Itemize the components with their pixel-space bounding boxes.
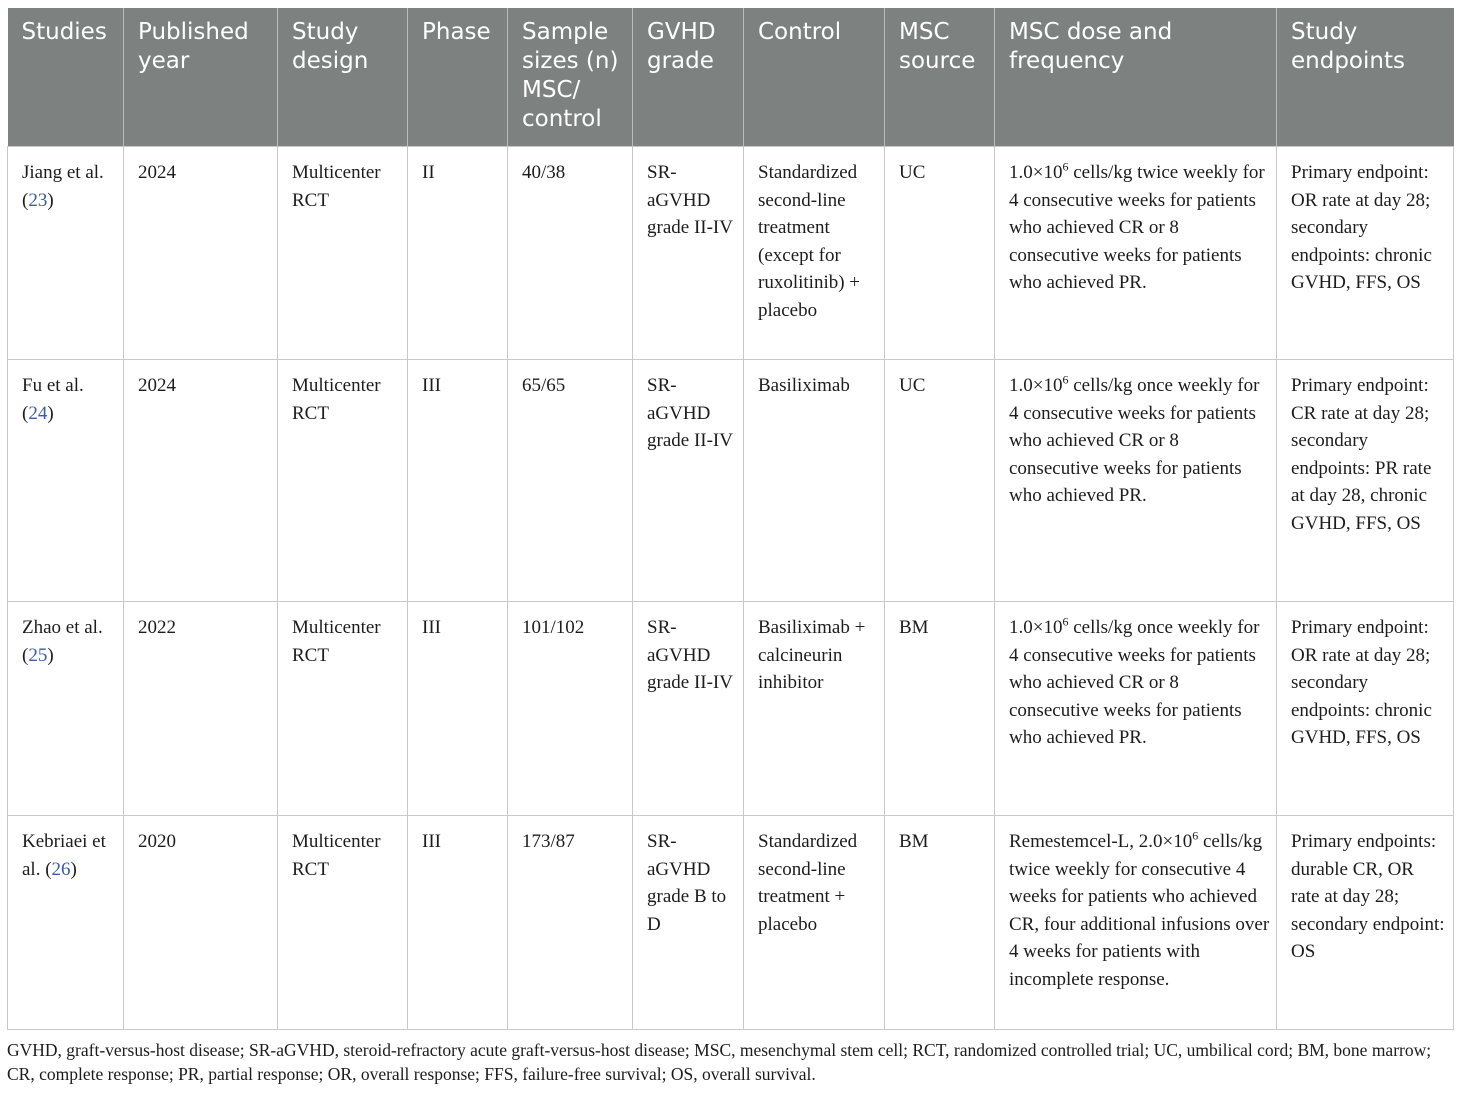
cell-phase: II bbox=[408, 147, 508, 360]
cell-dose bbox=[995, 360, 1277, 602]
cell-grade: SR-aGVHD grade II-IV bbox=[633, 147, 744, 360]
cell-year: 2022 bbox=[124, 602, 278, 816]
cell-design: Multicenter RCT bbox=[278, 360, 408, 602]
reference-link[interactable]: 26 bbox=[51, 858, 71, 880]
cell-dose bbox=[995, 816, 1277, 1030]
dose-prefix: 1.0×10 bbox=[1009, 617, 1063, 638]
cell-design: Multicenter RCT bbox=[278, 816, 408, 1030]
cell-endpoints: Primary endpoint: OR rate at day 28; secondary endpoints: chronic GVHD, FFS, OS bbox=[1277, 147, 1454, 360]
reference-link[interactable]: 23 bbox=[28, 189, 48, 211]
cell-year: 2020 bbox=[124, 816, 278, 1030]
dose-text: cells/kg twice weekly for 4 consecutive weeks for patients who achieved CR or 8 consecutive weeks for patients who achieved PR. bbox=[1009, 162, 1265, 294]
header-studies: Studies bbox=[8, 8, 124, 147]
cell-endpoints: Primary endpoint: CR rate at day 28; secondary endpoints: PR rate at day 28, chronic GVHD, FFS, OS bbox=[1277, 360, 1454, 602]
header-msc-source: MSC source bbox=[885, 8, 995, 147]
table-footnote: GVHD, graft-versus-host disease; SR-aGVHD, steroid-refractory acute graft-versus-host disease; MSC, mesenchymal stem cell; RCT, randomized controlled trial; UC, umbilical cord; BM, bone marrow; CR, complete response; PR, partial response; OR, overall response; FFS, failure-free survival; OS, overall survival. bbox=[7, 1040, 1432, 1084]
cell-study: Jiang et al. (23) bbox=[8, 147, 124, 360]
cell-source: BM bbox=[885, 602, 995, 816]
header-row bbox=[8, 8, 1454, 147]
cell-sample: 40/38 bbox=[508, 147, 633, 360]
study-name: Fu et al. bbox=[22, 375, 84, 396]
reference-link[interactable]: 24 bbox=[28, 402, 48, 424]
cell-year: 2024 bbox=[124, 360, 278, 602]
dose-text: cells/kg once weekly for 4 consecutive weeks for patients who achieved CR or 8 consecutive weeks for patients who achieved PR. bbox=[1009, 617, 1260, 749]
cell-phase: III bbox=[408, 360, 508, 602]
cell-control: Standardized second-line treatment + placebo bbox=[744, 816, 885, 1030]
cell-phase: III bbox=[408, 816, 508, 1030]
dose-prefix: 1.0×10 bbox=[1009, 162, 1063, 183]
cell-grade: SR-aGVHD grade II-IV bbox=[633, 360, 744, 602]
cell-design: Multicenter RCT bbox=[278, 602, 408, 816]
dose-text: cells/kg twice weekly for consecutive 4 weeks for patients who achieved CR, four additional infusions over 4 weeks for patients with incomplete response. bbox=[1009, 831, 1270, 990]
dose-prefix: 1.0×10 bbox=[1009, 375, 1063, 396]
reference-link[interactable]: 25 bbox=[28, 644, 48, 666]
cell-study: Fu et al. (24) bbox=[8, 360, 124, 602]
cell-control: Basiliximab bbox=[744, 360, 885, 602]
cell-sample: 65/65 bbox=[508, 360, 633, 602]
msc-trials-table bbox=[7, 8, 1454, 1030]
cell-phase: III bbox=[408, 602, 508, 816]
header-study-endpoints: Study endpoints bbox=[1277, 8, 1454, 147]
header-published-year: Published year bbox=[124, 8, 278, 147]
study-name: Zhao et al. bbox=[22, 617, 103, 638]
table-row bbox=[8, 360, 1454, 602]
cell-sample: 173/87 bbox=[508, 816, 633, 1030]
header-control: Control bbox=[744, 8, 885, 147]
cell-design: Multicenter RCT bbox=[278, 147, 408, 360]
dose-exponent: 6 bbox=[1062, 159, 1069, 174]
header-msc-dose: MSC dose and frequency bbox=[995, 8, 1277, 147]
dose-exponent: 6 bbox=[1192, 828, 1199, 843]
table-header bbox=[8, 8, 1454, 147]
dose-prefix: Remestemcel-L, 2.0×10 bbox=[1009, 831, 1193, 852]
table-row bbox=[8, 816, 1454, 1030]
cell-source: UC bbox=[885, 360, 995, 602]
table-row bbox=[8, 147, 1454, 360]
cell-dose bbox=[995, 602, 1277, 816]
study-name: Kebriaei et al. bbox=[22, 831, 106, 880]
header-study-design: Study design bbox=[278, 8, 408, 147]
cell-study: Kebriaei et al. (26) bbox=[8, 816, 124, 1030]
cell-year: 2024 bbox=[124, 147, 278, 360]
cell-control: Basiliximab + calcineurin inhibitor bbox=[744, 602, 885, 816]
cell-study: Zhao et al. (25) bbox=[8, 602, 124, 816]
cell-source: UC bbox=[885, 147, 995, 360]
cell-endpoints: Primary endpoint: OR rate at day 28; secondary endpoints: chronic GVHD, FFS, OS bbox=[1277, 602, 1454, 816]
cell-sample: 101/102 bbox=[508, 602, 633, 816]
dose-exponent: 6 bbox=[1062, 614, 1069, 629]
table-body bbox=[8, 147, 1454, 1030]
dose-exponent: 6 bbox=[1062, 372, 1069, 387]
header-phase: Phase bbox=[408, 8, 508, 147]
cell-grade: SR-aGVHD grade B to D bbox=[633, 816, 744, 1030]
header-gvhd-grade: GVHD grade bbox=[633, 8, 744, 147]
study-name: Jiang et al. bbox=[22, 162, 104, 183]
cell-source: BM bbox=[885, 816, 995, 1030]
cell-endpoints: Primary endpoints: durable CR, OR rate at day 28; secondary endpoint: OS bbox=[1277, 816, 1454, 1030]
cell-control: Standardized second-line treatment (except for ruxolitinib) + placebo bbox=[744, 147, 885, 360]
header-sample-sizes: Sample sizes (n) MSC/ control bbox=[508, 8, 633, 147]
dose-text: cells/kg once weekly for 4 consecutive weeks for patients who achieved CR or 8 consecutive weeks for patients who achieved PR. bbox=[1009, 375, 1260, 507]
msc-trials-table-container bbox=[7, 8, 1453, 1030]
cell-dose bbox=[995, 147, 1277, 360]
table-row bbox=[8, 602, 1454, 816]
cell-grade: SR-aGVHD grade II-IV bbox=[633, 602, 744, 816]
